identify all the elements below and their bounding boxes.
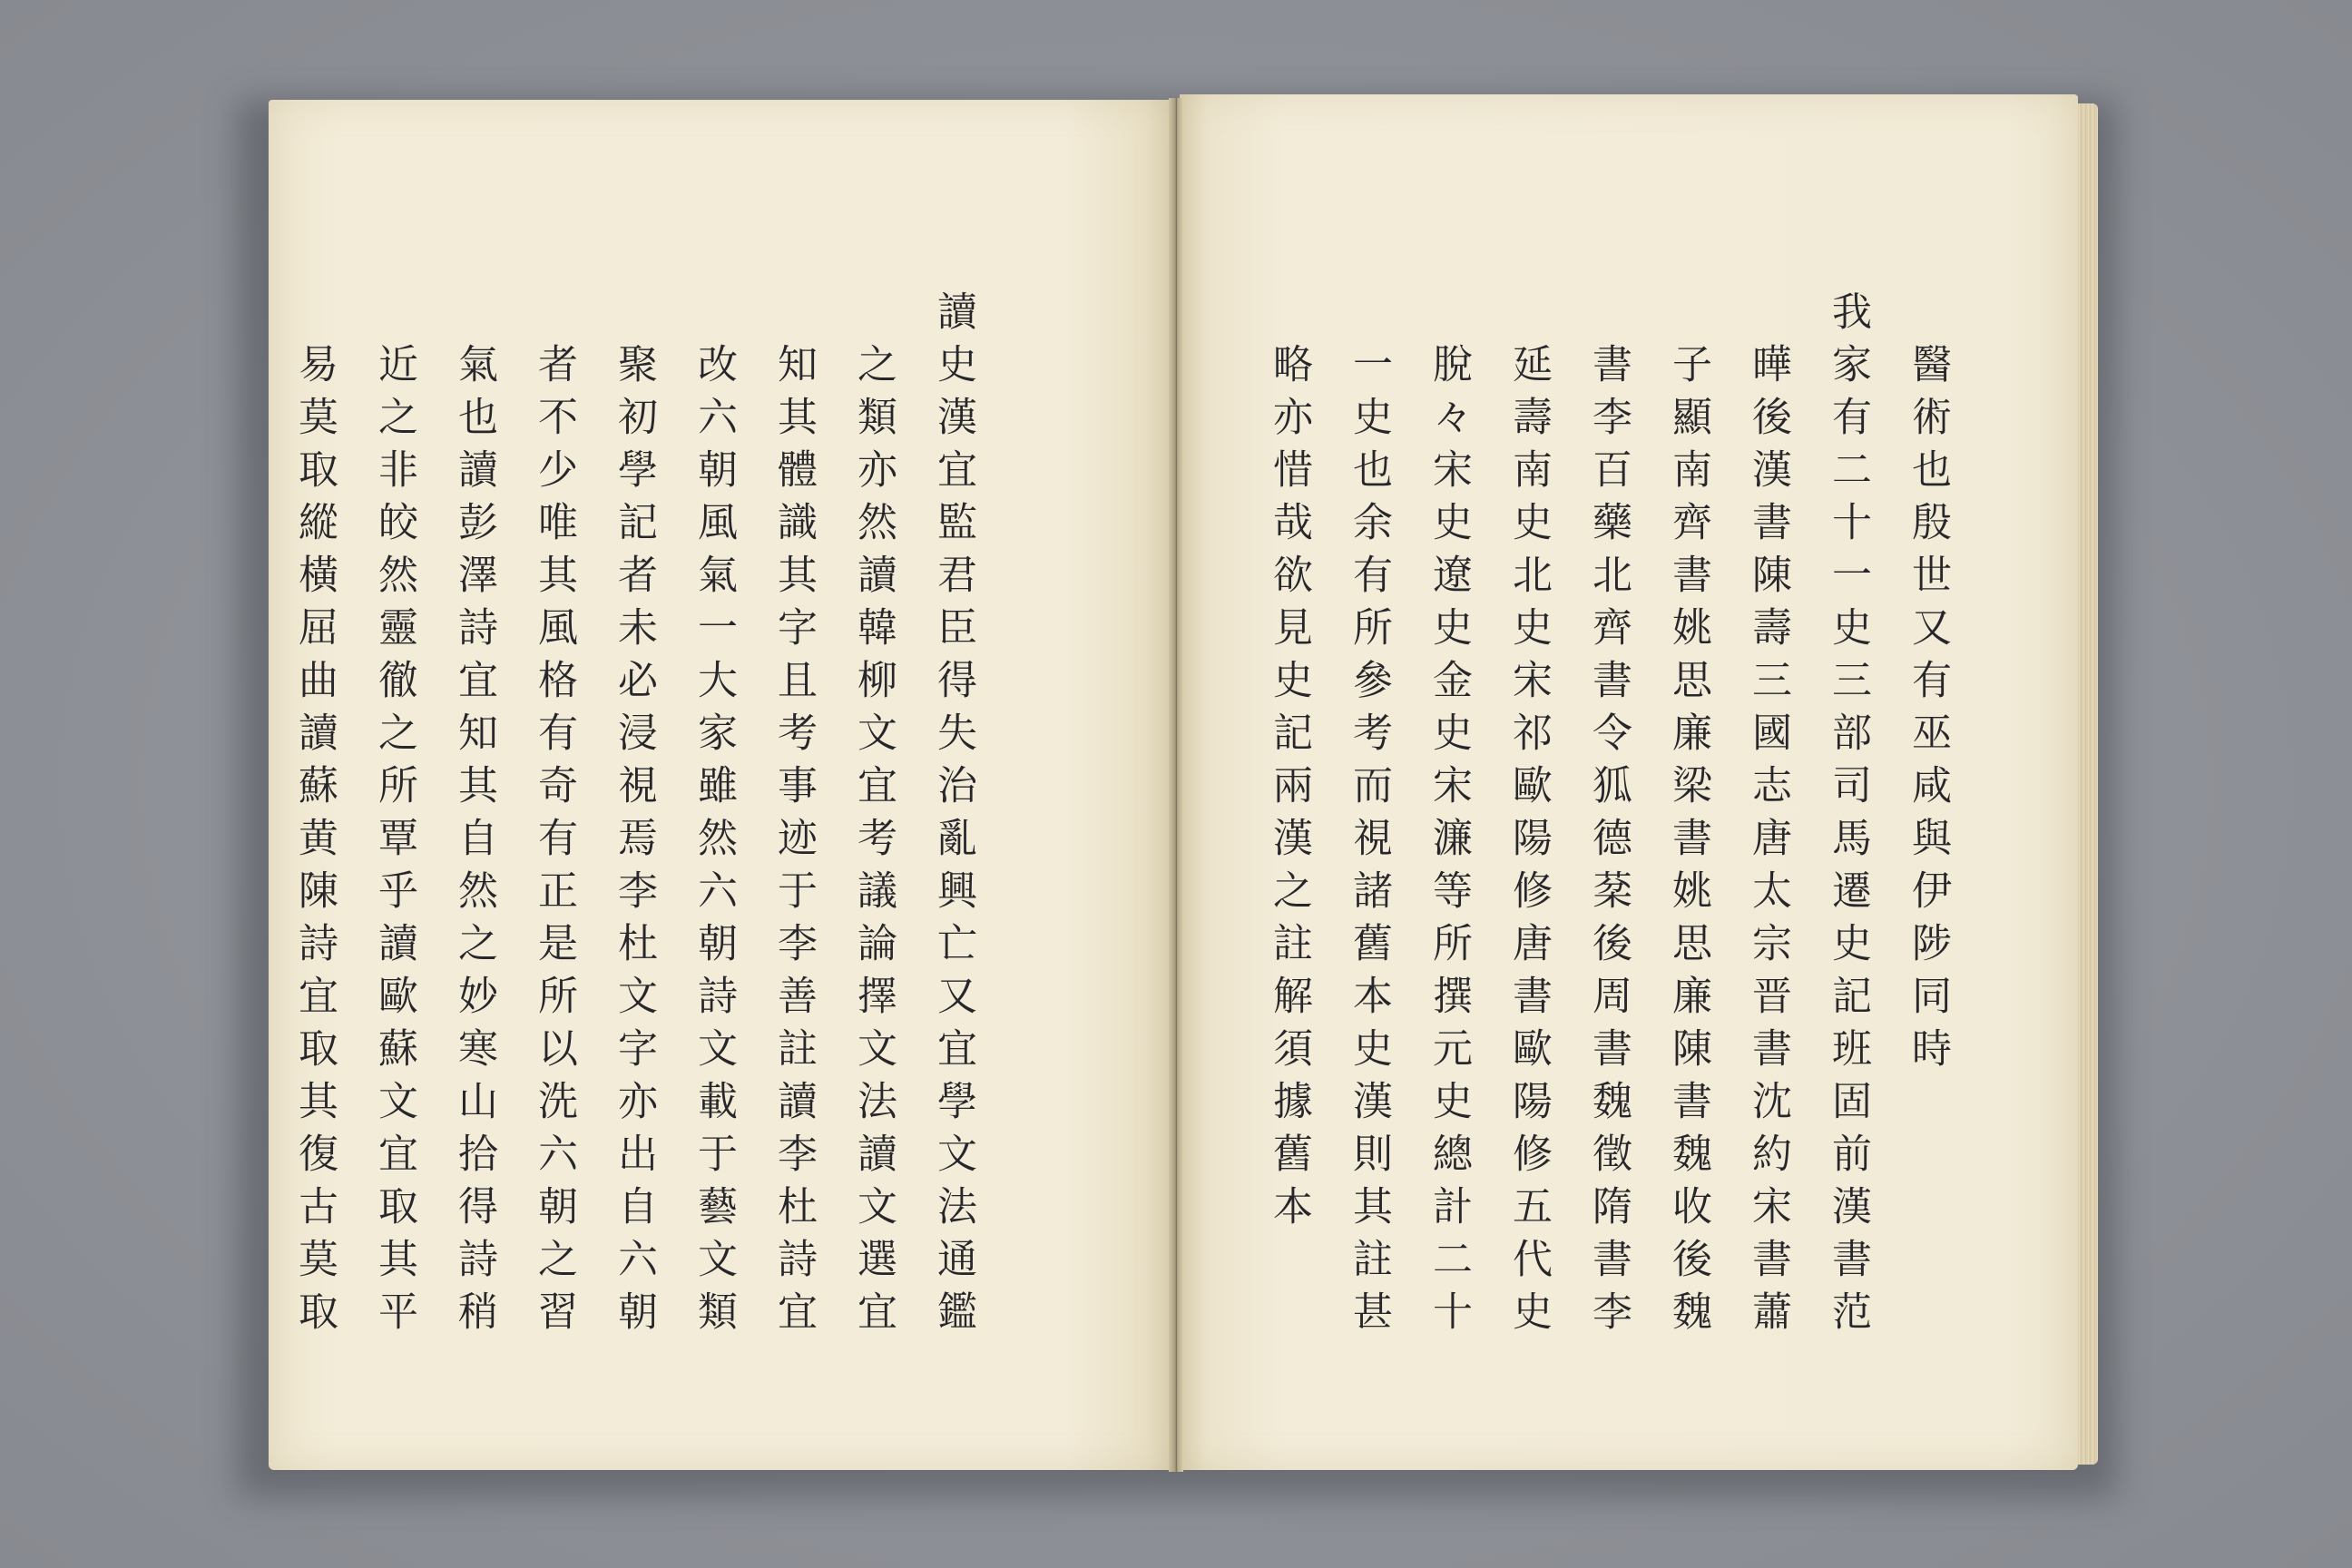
left-column-8: 近之非皎然靈徹之所覃乎讀歐蘇文宜取其平: [371, 343, 417, 1343]
right-column-5: 書李百藥北齊書令狐德棻後周書魏徵隋書李: [1585, 343, 1632, 1343]
right-column-9: 略亦惜哉欲見史記兩漢之註解須據舊本: [1266, 343, 1312, 1238]
right-column-3: 曄後漢書陳壽三國志唐太宗晋書沈約宋書蕭: [1745, 343, 1791, 1343]
right-column-7: 脫々宋史遼史金史宋濂等所撰元史總計二十: [1426, 343, 1472, 1343]
left-column-6: 者不少唯其風格有奇有正是所以洗六朝之習: [531, 343, 577, 1343]
left-column-2: 之類亦然讀韓柳文宜考議論擇文法讀文選宜: [850, 343, 897, 1343]
right-column-2: 我家有二十一史三部司馬遷史記班固前漢書范: [1825, 290, 1871, 1343]
page-stack-edge: [2078, 103, 2098, 1465]
left-column-3: 知其體識其字且考事迹于李善註讀李杜詩宜: [770, 343, 817, 1343]
left-column-1: 讀史漢宜監君臣得失治亂興亡又宜學文法通鑑: [930, 290, 976, 1343]
left-column-7: 氣也讀彭澤詩宜知其自然之妙寒山拾得詩稍: [451, 343, 497, 1343]
right-column-8: 一史也余有所參考而視諸舊本史漢則其註甚: [1346, 343, 1392, 1343]
right-column-1: 醫術也殷世又有巫咸與伊陟同時: [1905, 343, 1951, 1080]
book-gutter: [1169, 98, 1183, 1472]
right-column-6: 延壽南史北史宋祁歐陽修唐書歐陽修五代史: [1505, 343, 1552, 1343]
left-column-4: 改六朝風氣一大家雖然六朝詩文載于藝文類: [691, 343, 737, 1343]
left-column-5: 聚初學記者未必浸視焉李杜文字亦出自六朝: [611, 343, 657, 1343]
left-column-9: 易莫取縱橫屈曲讀蘇黄陳詩宜取其復古莫取: [291, 343, 338, 1343]
right-column-4: 子顯南齊書姚思廉梁書姚思廉陳書魏收後魏: [1665, 343, 1711, 1343]
